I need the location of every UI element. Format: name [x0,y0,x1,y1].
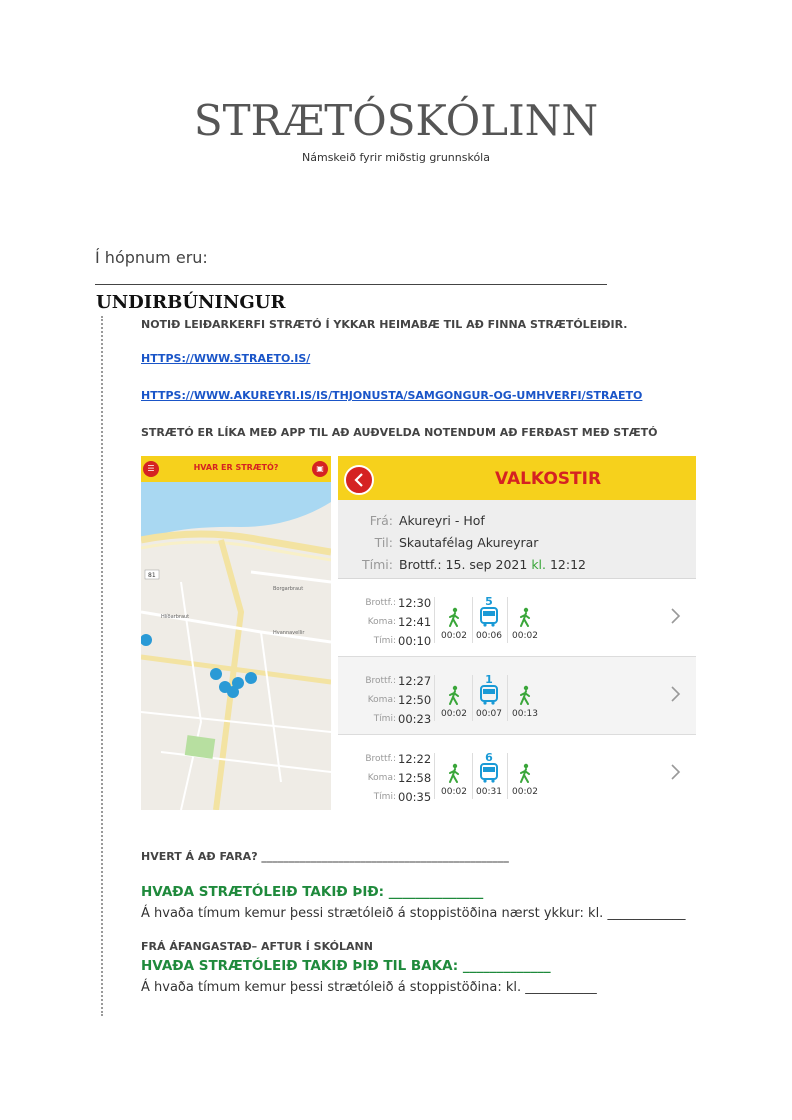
map-street [251,572,331,582]
route-departure-label: Brottf.: [365,676,396,686]
return-route-question[interactable]: HVAÐA STRÆTÓLEIÐ TAKIÐ ÞIÐ TIL BAKA: _____________ [141,958,551,974]
map-street-label: Hvannavellir [273,630,305,636]
chevron-left-icon [353,473,365,487]
route-arrival: 12:50 [398,693,432,707]
route-duration: 00:10 [398,634,432,648]
bus-icon[interactable]: ▣ [312,461,328,477]
route-duration-label: Tími: [373,636,396,646]
bus-stop-icon [210,668,222,680]
return-heading: FRÁ ÁFANGASTAÐ– AFTUR Í SKÓLANN [141,940,373,953]
map-water [141,482,331,538]
walking-person-icon [446,607,462,627]
walk-leg [509,673,541,719]
trip-info [338,500,696,579]
map-street [261,632,281,782]
time-label: Tími: [362,557,393,572]
route-duration-label: Tími: [373,714,396,724]
map-street-label: Hlíðarbraut [161,614,190,620]
walking-person-icon [517,685,533,705]
walk-leg [438,673,470,719]
map-header [141,456,331,482]
from-value: Akureyri - Hof [399,513,485,528]
chevron-right-icon[interactable] [670,763,682,781]
route-duration: 00:35 [398,790,432,804]
walking-person-icon [517,607,533,627]
walk-duration: 00:02 [512,787,538,797]
to-label: Til: [374,535,393,550]
route-arrival: 12:41 [398,615,432,629]
route-question[interactable]: HVAÐA STRÆTÓLEIÐ TAKIÐ ÞIÐ: ______________ [141,884,484,900]
route-arrival-label: Koma: [367,695,396,705]
time-value: 12:12 [549,557,587,572]
map-street [141,712,331,732]
bus-number: 5 [485,595,493,608]
time-kl: kl. [531,557,546,572]
bus-stop-icon [141,634,152,646]
bus-number: 6 [485,751,493,764]
bus-leg [473,673,505,719]
walk-duration: 00:02 [441,709,467,719]
route-arrival-label: Koma: [367,773,396,783]
bus-leg [473,595,505,641]
walk-leg [438,595,470,641]
walking-person-icon [517,763,533,783]
ride-duration: 00:07 [476,709,502,719]
page-title: STRÆTÓSKÓLINN [193,96,599,145]
app-note: STRÆTÓ ER LÍKA MEÐ APP TIL AÐ AUÐVELDA NOTENDUM AÐ FERÐAST MEÐ STÆTÓ [141,426,658,439]
straeto-link[interactable]: HTTPS://WWW.STRAETO.IS/ [141,352,311,365]
walk-leg [509,595,541,641]
group-members-label: Í hópnum eru: [95,248,208,267]
walking-person-icon [446,763,462,783]
bus-number: 1 [485,673,493,686]
from-label: Frá: [369,513,393,528]
route-departure: 12:27 [398,674,432,688]
valkostir-title: VALKOSTIR [494,469,602,489]
route-departure: 12:30 [398,596,432,610]
route-duration: 00:23 [398,712,432,726]
return-time-question[interactable]: Á hvaða tímum kemur þessi strætóleið á stoppistöðina: kl. ___________ [141,980,597,995]
route-option[interactable] [338,657,696,735]
walk-leg [438,751,470,797]
to-value: Skautafélag Akureyrar [399,535,539,550]
map-park [185,735,216,759]
bus-icon [479,685,499,705]
bus-icon [479,607,499,627]
page-subtitle: Námskeið fyrir miðstig grunnskóla [302,151,490,164]
map-street-label: Borgarbraut [273,586,304,592]
valkostir-header [338,456,696,500]
bus-stop-icon [245,672,257,684]
akureyri-link[interactable]: HTTPS://WWW.AKUREYRI.IS/IS/THJONUSTA/SAMGONGUR-OG-UMHVERFI/STRAETO [141,389,643,402]
bus-leg [473,751,505,797]
walk-duration: 00:02 [441,787,467,797]
back-button[interactable] [344,465,374,495]
group-members-line[interactable] [95,284,607,285]
chevron-right-icon[interactable] [670,685,682,703]
section-dotted-rule [101,316,103,1016]
route-option[interactable] [338,579,696,657]
valkostir-panel [338,456,696,810]
walk-duration: 00:13 [512,709,538,719]
ride-duration: 00:31 [476,787,502,797]
route-departure-label: Brottf.: [365,598,396,608]
route-duration-label: Tími: [373,792,396,802]
time-question[interactable]: Á hvaða tímum kemur þessi strætóleið á stoppistöðina nærst ykkur: kl. ____________ [141,906,686,921]
preparation-heading: UNDIRBÚNINGUR [96,292,286,313]
route-option[interactable] [338,735,696,812]
route-departure-label: Brottf.: [365,754,396,764]
walking-person-icon [446,685,462,705]
route-departure: 12:22 [398,752,432,766]
bus-stop-icon [232,677,244,689]
map-title: HVAR ER STRÆTÓ? [193,463,279,472]
where-question[interactable]: HVERT Á AÐ FARA? _____________________________________________ [141,850,509,863]
map-road-number: 81 [148,572,156,579]
time-prefix: Brottf.: 15. sep 2021 [399,557,528,572]
map-screenshot [141,456,331,810]
ride-duration: 00:06 [476,631,502,641]
walk-duration: 00:02 [441,631,467,641]
walk-duration: 00:02 [512,631,538,641]
menu-icon[interactable]: ☰ [143,461,159,477]
walk-leg [509,751,541,797]
map-canvas[interactable] [141,482,331,810]
chevron-right-icon[interactable] [670,607,682,625]
route-arrival-label: Koma: [367,617,396,627]
bus-icon [479,763,499,783]
instruction-text: NOTIÐ LEIÐARKERFI STRÆTÓ Í YKKAR HEIMABÆ TIL AÐ FINNA STRÆTÓLEIÐIR. [141,318,628,331]
route-arrival: 12:58 [398,771,432,785]
